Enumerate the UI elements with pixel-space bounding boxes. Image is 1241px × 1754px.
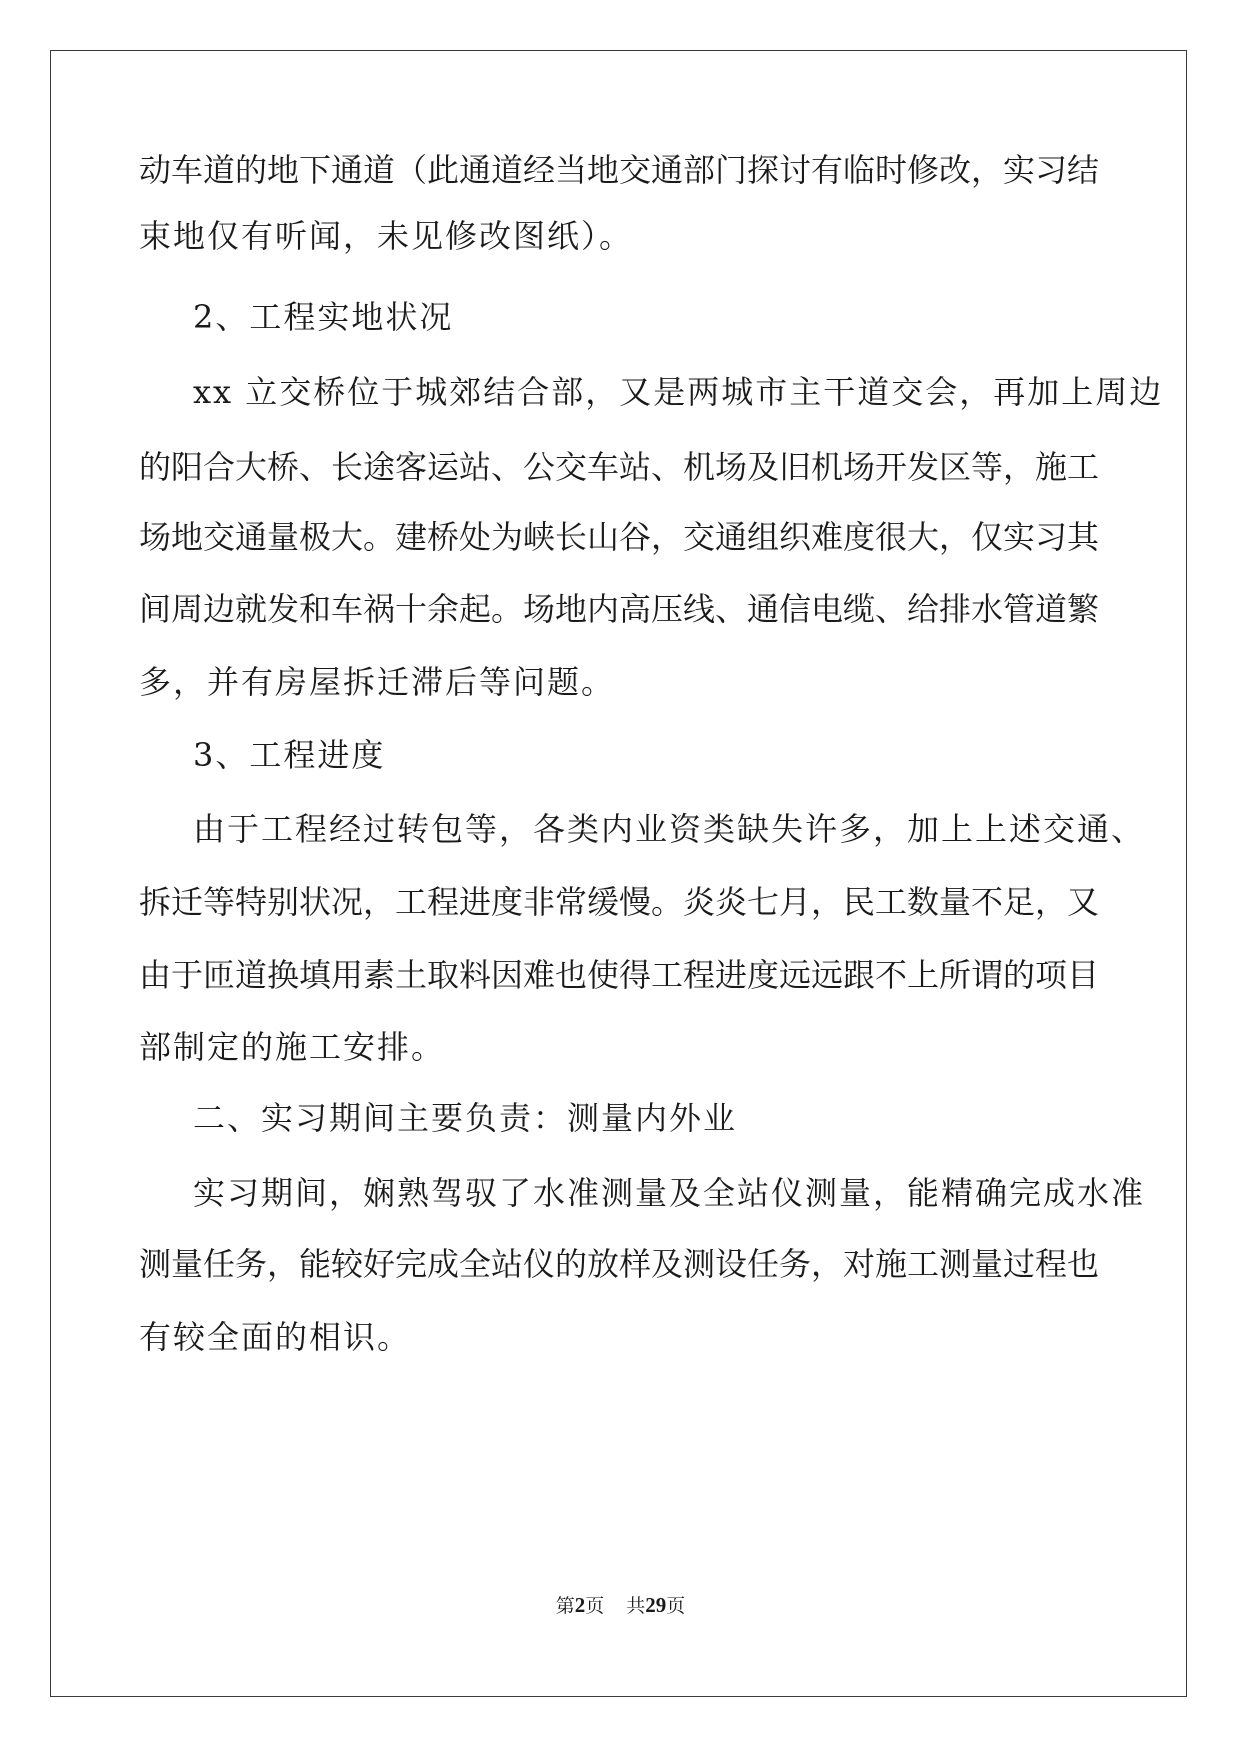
- current-page-number: 2: [574, 1593, 586, 1617]
- total-page-count: 29: [645, 1593, 667, 1617]
- paragraph-line: 由于匝道换填用素土取料因难也使得工程进度远远跟不上所谓的项目: [139, 956, 1100, 994]
- footer-total-unit: 页: [666, 1595, 686, 1617]
- section-heading: 3、工程进度: [193, 736, 386, 774]
- paragraph-line: 有较全面的相识。: [139, 1318, 412, 1356]
- paragraph-line: 动车道的地下通道（此通道经当地交通部门探讨有临时修改，实习结: [139, 151, 1100, 189]
- paragraph-line: 间周边就发和车祸十余起。场地内高压线、通信电缆、给排水管道繁: [139, 590, 1100, 628]
- paragraph-line: 场地交通量极大。建桥处为峡长山谷，交通组织难度很大，仅实习其: [139, 518, 1100, 556]
- paragraph-line: 多，并有房屋拆迁滞后等问题。: [139, 663, 616, 701]
- paragraph-line: xx 立交桥位于城郊结合部，又是两城市主干道交会，再加上周边: [193, 373, 1164, 411]
- section-heading: 二、实习期间主要负责：测量内外业: [193, 1099, 738, 1137]
- section-heading: 2、工程实地状况: [193, 298, 454, 336]
- paragraph-line: 实习期间，娴熟驾驭了水准测量及全站仪测量，能精确完成水准: [193, 1174, 1146, 1212]
- paragraph-line: 部制定的施工安排。: [139, 1028, 446, 1066]
- paragraph-line: 拆迁等特别状况，工程进度非常缓慢。炎炎七月，民工数量不足，又: [139, 883, 1100, 921]
- footer-page-unit: 页: [585, 1595, 605, 1617]
- paragraph-line: 的阳合大桥、长途客运站、公交车站、机场及旧机场开发区等，施工: [139, 448, 1100, 486]
- paragraph-line: 由于工程经过转包等，各类内业资类缺失许多，加上上述交通、: [193, 810, 1146, 848]
- paragraph-line: 束地仅有听闻，未见修改图纸）。: [139, 217, 634, 255]
- paragraph-line: 测量任务，能较好完成全站仪的放样及测设任务，对施工测量过程也: [139, 1245, 1100, 1283]
- footer-total-prefix: 共: [626, 1595, 646, 1617]
- page-footer: [0, 1593, 1241, 1618]
- footer-prefix: 第: [555, 1595, 575, 1617]
